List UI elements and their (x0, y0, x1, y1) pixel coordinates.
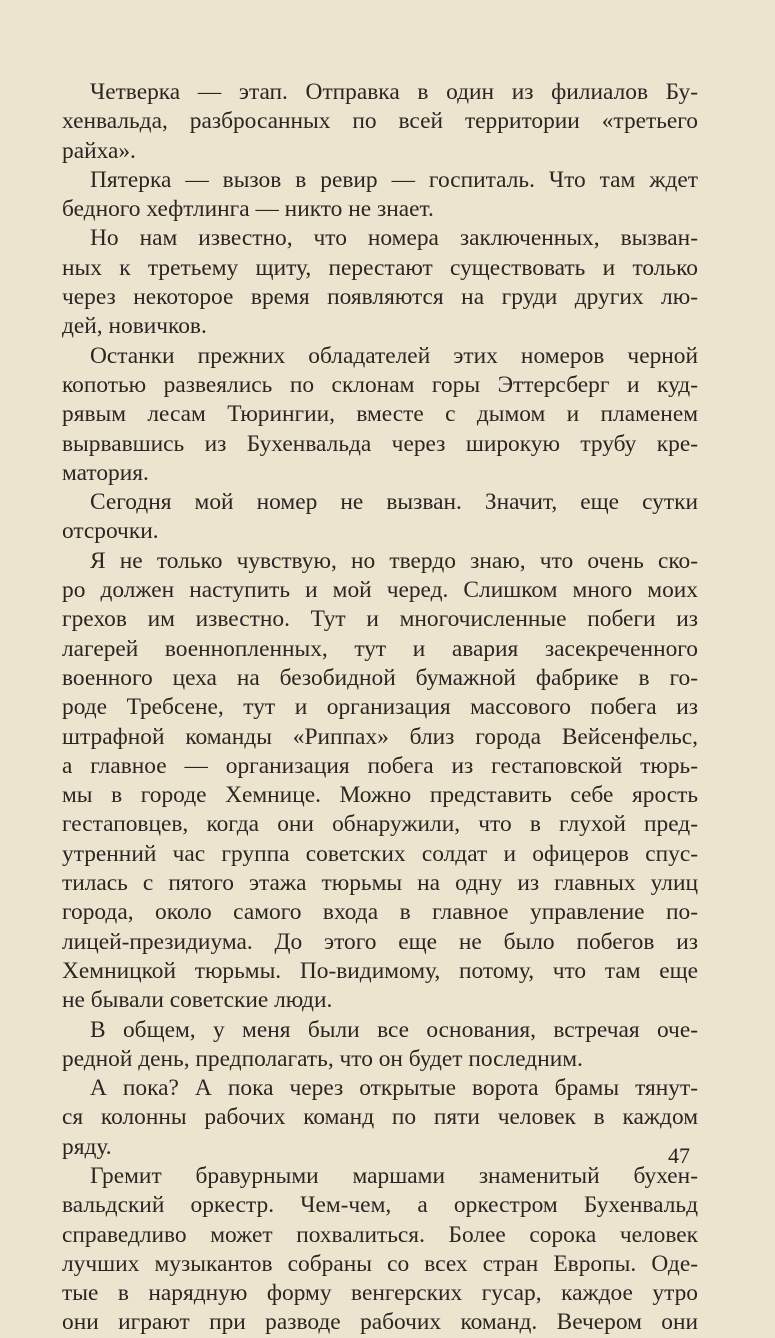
text-line: редной день, предполагать, что он будет последним. (62, 1045, 583, 1072)
text-line: рявым лесам Тюрингии, вместе с дымом и пламенем (62, 401, 698, 428)
text-line: гестаповцев, когда они обнаружили, что в глухой пред- (62, 811, 698, 838)
text-line: ных к третьему щиту, перестают существовать и только (62, 254, 698, 281)
text-line: вальдский оркестр. Чем-чем, а оркестром Бухенвальд (62, 1192, 698, 1219)
text-line: Я не только чувствую, но твердо знаю, что очень ско- (90, 547, 698, 574)
text-line: грехов им известно. Тут и многочисленные побеги из (62, 606, 698, 633)
text-line: штрафной команды «Риппах» близ города Вейсенфельс, (62, 723, 698, 750)
text-line: через некоторое время появляются на груди других лю- (62, 284, 698, 311)
text-line: вырвавшись из Бухенвальда через широкую трубу кре- (62, 430, 698, 457)
text-line: ро должен наступить и мой черед. Слишком много моих (62, 577, 698, 604)
text-line: Четверка — этап. Отправка в один из филиалов Бу- (90, 79, 698, 105)
text-line: роде Требсене, тут и организация массового побега из (62, 694, 698, 721)
page-number: 47 (668, 1143, 690, 1168)
text-line: А пока? А пока через открытые ворота брамы тянут- (90, 1075, 698, 1102)
text-line: справедливо может похвалиться. Более сорока человек (62, 1221, 698, 1248)
text-line: тилась с пятого этажа тюрьмы на одну из главных улиц (62, 870, 698, 897)
text-line: мы в городе Хемнице. Можно представить себе ярость (62, 782, 698, 809)
text-line: ся колонны рабочих команд по пяти человек в каждом (62, 1104, 698, 1131)
text-line: бедного хефтлинга — никто не знает. (62, 196, 434, 223)
text-line: тые в нарядную форму венгерских гусар, каждое утро (62, 1280, 698, 1307)
text-line: а главное — организация побега из гестаповской тюрь- (62, 752, 698, 779)
text-line: отсрочки. (62, 518, 159, 545)
text-line: города, около самого входа в главное управление по- (62, 899, 698, 926)
text-line: Хемницкой тюрьмы. По-видимому, потому, что там еще (62, 957, 698, 984)
text-line: райха». (62, 137, 136, 164)
text-line: Останки прежних обладателей этих номеров черной (90, 342, 698, 369)
text-line: матория. (62, 459, 149, 486)
page-text (62, 78, 698, 1338)
text-line: не бывали советские люди. (62, 987, 333, 1014)
text-line: лучших музыкантов собраны со всех стран Европы. Оде- (62, 1250, 698, 1277)
text-line: лагерей военнопленных, тут и авария засекреченного (62, 635, 698, 662)
text-line: Пятерка — вызов в ревир — госпиталь. Что там ждет (90, 166, 698, 193)
text-line: копотью развеялись по склонам горы Эттерсберг и куд- (62, 371, 698, 398)
text-line: хенвальда, разбросанных по всей территории «третьего (62, 108, 698, 135)
text-line: Сегодня мой номер не вызван. Значит, еще сутки (90, 489, 698, 516)
text-line: Гремит бравурными маршами знаменитый бухен- (90, 1162, 698, 1189)
text-line: Но нам известно, что номера заключенных, вызван- (90, 225, 698, 252)
text-line: ряду. (62, 1133, 112, 1160)
text-line: они играют при разводе рабочих команд. Вечером они (62, 1309, 698, 1336)
text-line: утренний час группа советских солдат и офицеров спус- (62, 840, 698, 867)
text-line: военного цеха на безобидной бумажной фабрике в го- (62, 664, 698, 691)
text-line: В общем, у меня были все основания, встречая оче- (90, 1016, 698, 1043)
text-line: лицей-президиума. До этого еще не было побегов из (62, 928, 698, 955)
text-line: дей, новичков. (62, 313, 207, 340)
